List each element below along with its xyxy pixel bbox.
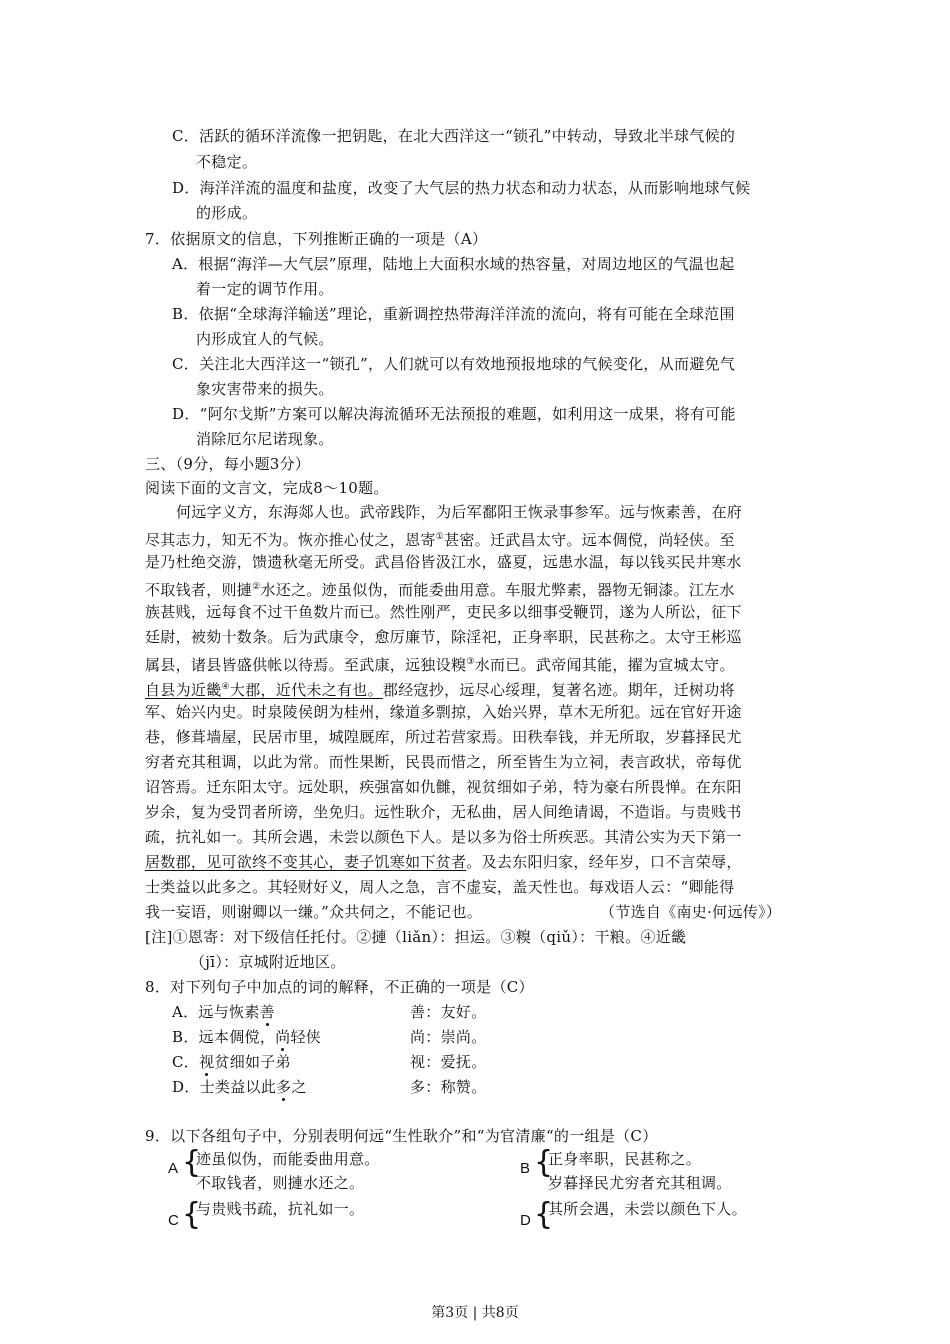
- q8-option-c: C．视贫细如子弟: [172, 1053, 291, 1071]
- note-marker: ③: [466, 657, 475, 667]
- q8-stem: 8．对下列句子中加点的词的解释，不正确的一项是（C）: [145, 978, 534, 996]
- passage-line: 我一妄语，则谢卿以一缣。”众共伺之，不能记也。: [145, 903, 483, 921]
- passage-line: 是乃杜绝交游，馈遗秋毫无所受。武昌俗皆汲江水，盛夏，远患水温，每以钱买民井寒水: [145, 553, 742, 571]
- brace-icon: {: [534, 1145, 554, 1180]
- dotted-word: 善: [259, 1003, 275, 1021]
- passage-line: 尽其志力，知无不为。恢亦推心仗之，恩寄①甚密。迁武昌太守。远本倜傥，尚轻侠。至: [145, 531, 735, 549]
- q9-option-a-line1: 迹虽似伪，而能委曲用意。: [196, 1150, 380, 1168]
- q9-stem: 9．以下各组句子中，分别表明何远“生性耿介”和“为官清廉“的一组是（C）: [145, 1127, 658, 1145]
- q9-option-a-line2: 不取钱者，则摙水还之。: [196, 1174, 365, 1192]
- q6-option-c: C．活跃的循环洋流像一把钥匙，在北大西洋这一“锁孔”中转动，导致北半球气候的: [172, 127, 736, 145]
- q9-option-c-label: C: [168, 1212, 179, 1229]
- passage-line: 穷者充其租调，以此为常。而性果断，民畏而惜之，所至皆生为立祠，表言政状，帝每优: [145, 753, 742, 771]
- dotted-word: 多: [276, 1078, 292, 1096]
- passage-line: 居数郡，见可欲终不变其心，妻子饥寒如下贫者。及去东阳归家，经年岁，口不言荣辱，: [145, 853, 742, 871]
- note-marker: ④: [221, 682, 230, 692]
- q8-option-d: D．士类益以此多之: [172, 1078, 307, 1096]
- dotted-word: 尚: [275, 1028, 291, 1046]
- q8-option-b: B．远本倜傥，尚轻侠: [172, 1028, 322, 1046]
- section-intro: 阅读下面的文言文，完成8～10题。: [145, 479, 389, 497]
- passage-line: 疏，抗礼如一。其所会遇，未尝以颜色下人。是以多为俗士所疾恶。其清公实为天下第一: [145, 828, 742, 846]
- q6-option-d-cont: 的形成。: [196, 204, 258, 222]
- q6-option-d: D．海洋洋流的温度和盐度，改变了大气层的热力状态和动力状态，从而影响地球气候: [172, 179, 751, 197]
- passage-line: 士类益以此多之。其轻财好义，周人之急，言不虚妄，盖天性也。每戏语人云：“卿能得: [145, 878, 735, 896]
- passage-line: 自县为近畿④大郡，近代未之有也。郡经寇抄，远尽心绥理，复著名迹。期年，迁树功将: [145, 681, 735, 699]
- passage-line: 巷，修葺墙屋，民居市里，城隍厩库，所过若营家焉。田秩奉钱，并无所取，岁暮择民尤: [145, 728, 742, 746]
- q8-option-a: A．远与恢素善: [172, 1003, 275, 1021]
- q9-option-d-line1: 其所会遇，未尝以颜色下人。: [548, 1200, 747, 1218]
- q9-option-b-line2: 岁暮择民尤穷者充其租调。: [548, 1174, 732, 1192]
- q7-option-b-cont: 内形成宜人的气候。: [196, 330, 334, 348]
- passage-line: 军、始兴内史。时泉陵侯朗为桂州，缘道多剽掠，入始兴界，草木无所犯。远在官好开途: [145, 703, 742, 721]
- q6-option-c-cont: 不稳定。: [196, 153, 258, 171]
- q8-option-b-answer: 尚：崇尚。: [410, 1028, 487, 1046]
- q9-option-b-line1: 正身率职，民甚称之。: [548, 1150, 702, 1168]
- q9-option-a-label: A: [168, 1160, 179, 1177]
- passage-line: 不取钱者，则摙②水还之。迹虽似伪，而能委曲用意。车服尤弊素，器物无铜漆。江左水: [145, 581, 735, 599]
- q9-option-c-line1: 与贵贱书疏，抗礼如一。: [196, 1200, 365, 1218]
- note-marker: ①: [435, 532, 445, 542]
- q7-option-b: B．依据“全球海洋输送”理论，重新调控热带海洋洋流的流向，将有可能在全球范围: [172, 305, 735, 323]
- notes-line: [注]①恩寄：对下级信任托付。②摙（liǎn）：担运。③糗（qiǔ）：干粮。④近畿: [145, 928, 687, 946]
- q7-option-a-cont: 着一定的调节作用。: [196, 280, 334, 298]
- passage-line: 何远字义方，东海郯人也。武帝践阼，为后军鄱阳王恢录事参军。远与恢素善，在府: [176, 503, 743, 521]
- passage-line: 岁余，复为受罚者所谤，坐免归。远性耿介，无私曲，居人间绝请谒，不造诣。与贵贱书: [145, 803, 742, 821]
- q7-option-d: D．“阿尔戈斯”方案可以解决海流循环无法预报的难题，如利用这一成果，将有可能: [172, 405, 736, 423]
- passage-line: 属县，诸县皆盛供帐以待焉。至武康，远独设糗③水而已。武帝闻其能，擢为宣城太守。: [145, 656, 735, 674]
- q7-option-d-cont: 消除厄尔尼诺现象。: [196, 430, 334, 448]
- passage-line: 廷尉，被劾十数条。后为武康令，愈厉廉节，除淫祀，正身率职，民甚称之。太守王彬巡: [145, 628, 742, 646]
- q8-option-c-answer: 视：爱抚。: [410, 1053, 487, 1071]
- passage-source: （节选自《南史·何远传》）: [600, 903, 782, 921]
- q7-option-c-cont: 象灾害带来的损失。: [196, 380, 334, 398]
- note-marker: ②: [252, 582, 261, 592]
- q8-option-d-answer: 多：称赞。: [410, 1078, 487, 1096]
- q7-option-a: A．根据“海洋—大气层”原理，陆地上大面积水域的热容量，对周边地区的气温也起: [172, 255, 735, 273]
- q9-option-d-label: D: [520, 1212, 531, 1229]
- passage-line: 诏答焉。迁东阳太守。远处职，疾强富如仇雠，视贫细如子弟，特为豪右所畏惮。在东阳: [145, 778, 742, 796]
- page-footer: 第3页 | 共8页: [431, 1305, 519, 1321]
- q8-option-a-answer: 善：友好。: [410, 1003, 487, 1021]
- section-heading: 三、（9分，每小题3分）: [145, 455, 311, 473]
- q7-stem: 7．依据原文的信息，下列推断正确的一项是（A）: [145, 230, 488, 248]
- notes-line: （jī）：京城附近地区。: [190, 953, 346, 971]
- passage-line: 族甚贱，远每食不过干鱼数片而已。然性刚严，吏民多以细事受鞭罚，遂为人所讼，征下: [145, 603, 742, 621]
- brace-icon: {: [534, 1197, 554, 1232]
- q9-option-b-label: B: [520, 1160, 531, 1177]
- q7-option-c: C．关注北大西洋这一“锁孔”，人们就可以有效地预报地球的气候变化，从而避免气: [172, 355, 736, 373]
- brace-icon: {: [182, 1145, 202, 1180]
- dotted-word: 视: [199, 1053, 215, 1071]
- brace-icon: {: [182, 1197, 202, 1232]
